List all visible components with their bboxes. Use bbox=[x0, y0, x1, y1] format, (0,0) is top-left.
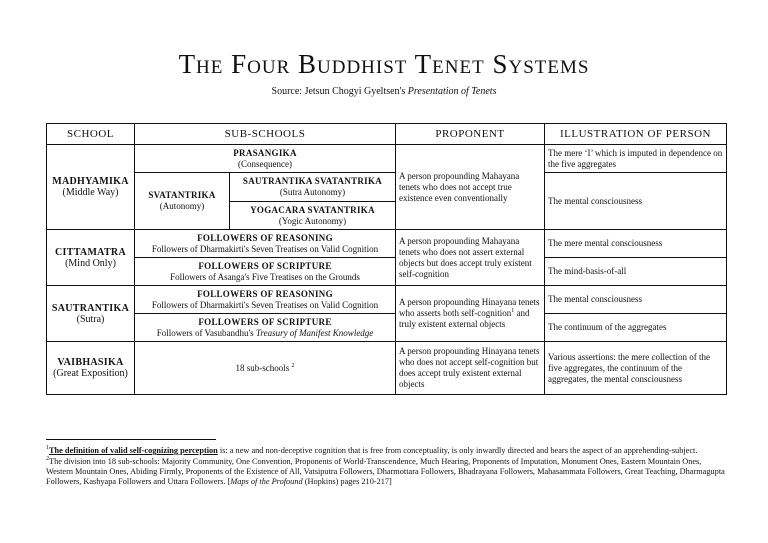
proponent-vaibhasika: A person propounding Hinayana tenets who does not accept self-cognition but does accept truly existent external objects bbox=[396, 342, 545, 395]
subschool-svatantrika bbox=[135, 173, 230, 230]
subschool-name: SVATANTRIKA bbox=[148, 190, 216, 200]
subschool-prasangika bbox=[135, 145, 396, 173]
subschool-desc bbox=[138, 328, 392, 339]
desc-work: Treasury of Manifest Knowledge bbox=[255, 327, 374, 338]
subschool-gloss: (Yogic Autonomy) bbox=[278, 215, 347, 226]
subschool-name: SAUTRANTIKA SVATANTRIKA bbox=[242, 176, 383, 186]
proponent-text: and truly existent external objects bbox=[399, 308, 530, 329]
subschool-desc: Followers of Dharmakirti's Seven Treatises on Valid Cognition bbox=[151, 299, 379, 310]
header-proponent: PROPONENT bbox=[396, 124, 545, 145]
subschool-followers-of-scripture bbox=[135, 314, 396, 342]
school-name: CITTAMATRA bbox=[55, 246, 126, 258]
table-row bbox=[47, 173, 727, 202]
footnote-term: The definition of valid self-cognizing perception bbox=[49, 446, 218, 455]
footnote-text: (Hopkins) pages 210-217] bbox=[302, 477, 392, 486]
source-prefix: Source: Jetsun Chogyi Gyeltsen's bbox=[271, 86, 408, 97]
subschool-name: FOLLOWERS OF SCRIPTURE bbox=[198, 316, 332, 327]
header-school: SCHOOL bbox=[47, 124, 135, 145]
illustration-cittamatra-2: The mind-basis-of-all bbox=[545, 258, 727, 286]
illustration-madhyamika-1: The mere ‘I’ which is imputed in dependence on the five aggregates bbox=[545, 145, 727, 173]
school-madhyamika bbox=[47, 145, 135, 230]
school-name: MADHYAMIKA bbox=[52, 176, 129, 187]
footnote-number: 2 bbox=[46, 456, 49, 463]
table-row bbox=[47, 145, 727, 173]
header-illustration: ILLUSTRATION OF PERSON bbox=[545, 124, 727, 145]
subschool-desc: Followers of Asanga's Five Treatises on the Grounds bbox=[170, 271, 360, 282]
subschool-name: PRASANGIKA bbox=[233, 147, 297, 158]
proponent-text: A person propounding Hinayana tenets who asserts both self-cognition bbox=[399, 297, 540, 318]
header-sub-schools: SUB-SCHOOLS bbox=[135, 124, 396, 145]
illustration-sautrantika-2: The continuum of the aggregates bbox=[545, 314, 727, 342]
desc-text: Followers of Vasubandhu's bbox=[156, 327, 256, 338]
source-line bbox=[0, 86, 768, 98]
tenet-systems-table bbox=[46, 123, 727, 395]
subschool-followers-of-scripture bbox=[135, 258, 396, 286]
table-row bbox=[47, 258, 727, 286]
subschool-desc: Followers of Dharmakirti's Seven Treatises on Valid Cognition bbox=[151, 243, 379, 254]
subschool-yogacara-svatantrika bbox=[230, 202, 396, 230]
footnote-2 bbox=[46, 457, 726, 487]
page-title: The Four Buddhist Tenet Systems bbox=[178, 49, 590, 79]
footnotes bbox=[46, 446, 726, 488]
school-cittamatra bbox=[47, 230, 135, 286]
subschool-gloss: (Sutra Autonomy) bbox=[279, 187, 346, 197]
footnote-work: Maps of the Profound bbox=[230, 477, 303, 486]
subschool-followers-of-reasoning bbox=[135, 286, 396, 314]
school-vaibhasika bbox=[47, 342, 135, 395]
subschool-followers-of-reasoning bbox=[135, 230, 396, 258]
table-row bbox=[47, 314, 727, 342]
illustration-sautrantika-1: The mental consciousness bbox=[545, 286, 727, 314]
subschool-text: 18 sub-schools bbox=[235, 362, 292, 373]
proponent-cittamatra: A person propounding Mahayana tenets who does not assert external objects but does accept truly existent self-cognition bbox=[396, 230, 545, 286]
illustration-cittamatra-1: The mere mental consciousness bbox=[545, 230, 727, 258]
proponent-madhyamika: A person propounding Mahayana tenets who does not accept true existence even conventionally bbox=[396, 145, 545, 230]
subschool-name: FOLLOWERS OF REASONING bbox=[197, 232, 333, 243]
subschool-sautrantika-svatantrika bbox=[230, 173, 396, 202]
school-name: SAUTRANTIKA bbox=[51, 302, 130, 314]
footnote-text: The division into 18 sub-schools: Majority Community, One Convention, Proponents of World-Transcendence, Much Hearing, Proponents of Imputation, Monument Ones, Eastern Mountain Ones, Western Mountain Ones, Abiding Firmly, Proponents of the Existence of All, Vatsiputra Followers, Dharmottara Followers, Bhadrayana Followers, Mahasammata Followers, Great Teaching, Dharmagupta Followers, Kashyapa Followers and Uttara Followers. [ bbox=[46, 457, 725, 486]
proponent-sautrantika bbox=[396, 286, 545, 342]
subschool-gloss: (Consequence) bbox=[238, 158, 292, 169]
footnote-ref: 2 bbox=[291, 362, 295, 369]
subschool-gloss: (Autonomy) bbox=[159, 201, 205, 211]
footnote-ref: 1 bbox=[511, 308, 515, 314]
table-row bbox=[47, 342, 727, 395]
table-row bbox=[47, 230, 727, 258]
subschool-name: FOLLOWERS OF SCRIPTURE bbox=[198, 260, 332, 271]
footnote-1 bbox=[46, 446, 726, 456]
school-gloss: (Great Exposition) bbox=[53, 368, 128, 379]
school-sautrantika bbox=[47, 286, 135, 342]
subschool-18-sub-schools bbox=[135, 342, 396, 395]
school-gloss: (Middle Way) bbox=[62, 187, 119, 198]
footnote-divider bbox=[46, 439, 216, 440]
school-gloss: (Sutra) bbox=[76, 313, 105, 325]
illustration-madhyamika-2: The mental consciousness bbox=[545, 173, 727, 230]
subschool-name: YOGACARA SVATANTRIKA bbox=[250, 204, 375, 215]
school-gloss: (Mind Only) bbox=[65, 257, 116, 269]
table-row bbox=[47, 286, 727, 314]
school-name: VAIBHASIKA bbox=[57, 357, 124, 368]
source-work: Presentation of Tenets bbox=[407, 86, 497, 97]
footnote-text: is: a new and non-deceptive cognition that is free from conceptuality, is only inwardly directed and bears the aspect of an apprehending-subject. bbox=[217, 446, 698, 455]
table-header-row bbox=[47, 124, 727, 145]
subschool-name: FOLLOWERS OF REASONING bbox=[197, 288, 333, 299]
footnote-number: 1 bbox=[46, 445, 49, 452]
illustration-vaibhasika: Various assertions: the mere collection of the five aggregates, the continuum of the aggregates, the mental consciousness bbox=[545, 342, 727, 395]
